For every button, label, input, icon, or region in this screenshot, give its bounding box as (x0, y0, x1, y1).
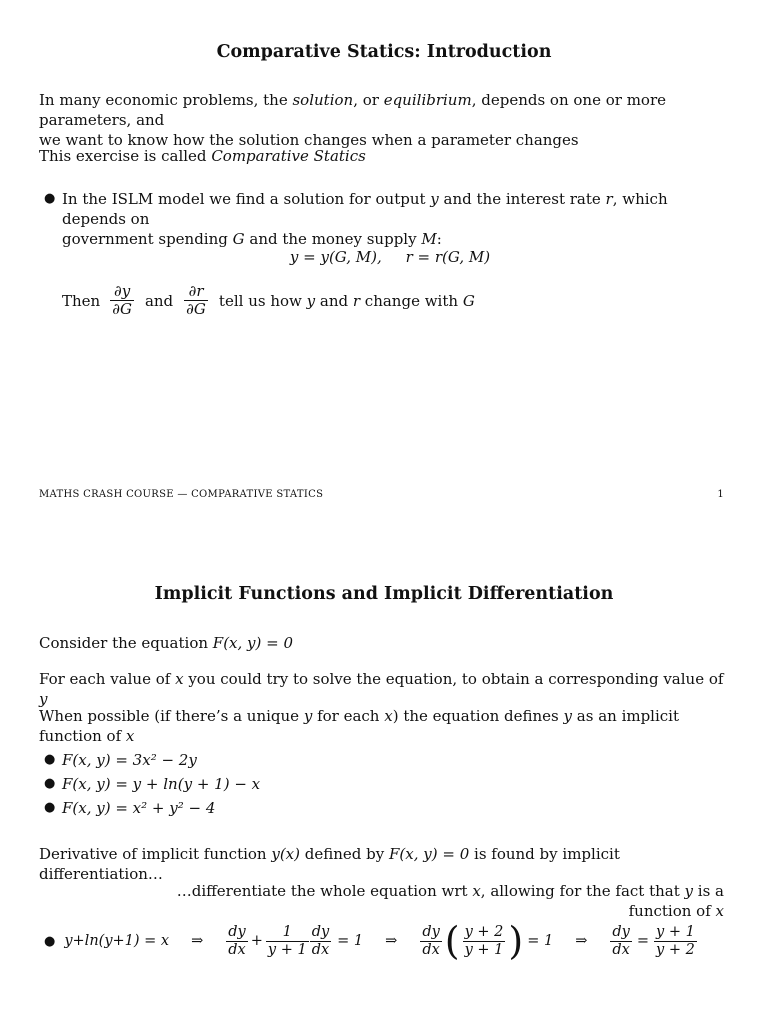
dx: dx (311, 941, 330, 958)
consider-paragraph (39, 633, 729, 653)
bullet-marker: ● (44, 191, 56, 206)
when-y: y (303, 707, 313, 725)
each-paragraph (39, 669, 729, 709)
when-c: ) the equation defines (392, 707, 564, 725)
example-item (44, 750, 662, 774)
y-plus-2: y + 2 (656, 941, 695, 958)
implies-arrow-3: ⇒ (575, 933, 588, 949)
each-y: y (39, 690, 48, 708)
islm-line2-a: government spending (62, 230, 233, 248)
implies-arrow-2: ⇒ (385, 933, 398, 949)
fraction-dr-dG (184, 283, 208, 318)
deriv-c: is found by implicit differentiation… (39, 845, 620, 883)
intro-text-a: In many economic problems, the (39, 91, 293, 109)
called-paragraph (39, 146, 729, 166)
fraction-dy-num: ∂y (110, 283, 134, 301)
islm-y: y (430, 190, 439, 208)
then-word: Then (62, 291, 101, 310)
fraction-dr-num: ∂r (184, 283, 208, 301)
fraction-dy-dx-2 (310, 924, 331, 959)
fraction-dy-dx-4 (610, 924, 631, 959)
called-text: This exercise is called (39, 147, 212, 165)
example-equation-2: F(x, y) = y + ln(y + 1) − x (62, 775, 261, 793)
fraction-result (654, 924, 697, 959)
islm-line2-c: : (436, 230, 442, 248)
diff-x: x (472, 882, 481, 900)
plus-sign: + (250, 933, 263, 949)
each-b: you could try to solve the equation, to obtain a corresponding value of (183, 670, 724, 688)
diff-y: y (684, 882, 694, 900)
intro-text-c: , depends on one or more parameters, and (39, 91, 666, 129)
fraction-y2-over-y1 (463, 924, 506, 959)
display-equation: y = y(G, M), r = r(G, M) (289, 248, 491, 266)
bullet-marker: ● (44, 800, 56, 815)
y-plus-2: y + 2 (464, 923, 504, 940)
when-x: x (384, 707, 393, 725)
equals-one: = 1 (337, 933, 364, 949)
equals-one: = 1 (527, 933, 554, 949)
tell-r: r (352, 291, 361, 310)
y-plus-1: y + 1 (656, 923, 695, 940)
when-paragraph (39, 706, 729, 746)
example-equation-1: F(x, y) = 3x² − 2y (62, 751, 197, 769)
each-a: For each value of (39, 670, 176, 688)
y-plus-1: y + 1 (464, 941, 504, 958)
islm-M: M (421, 230, 437, 248)
differentiate-paragraph (124, 881, 724, 921)
when-a: When possible (if there’s a unique (39, 707, 304, 725)
dx: dx (612, 941, 630, 958)
deriv-a: Derivative of implicit function (39, 845, 272, 863)
example-item (44, 774, 662, 798)
when-y2: y (563, 707, 573, 725)
tell-G: G (462, 291, 475, 310)
example-list (44, 750, 662, 822)
equals-sign: = (636, 933, 650, 949)
intro-equilibrium: equilibrium (383, 91, 472, 109)
fraction-one-over-y-plus-1 (266, 924, 309, 959)
intro-line2: we want to know how the solution changes when a parameter changes (39, 131, 579, 149)
fraction-dy-den: ∂G (112, 300, 132, 318)
tell-text (219, 292, 475, 310)
slide2-title: Implicit Functions and Implicit Differentiation (154, 584, 614, 604)
fraction-dy-dx-3 (420, 924, 441, 959)
consider-text: Consider the equation (39, 634, 213, 652)
then-line (62, 283, 475, 318)
islm-text-c: , which depends on (62, 190, 668, 228)
dy: dy (422, 923, 440, 940)
worked-lhs: y+ln(y+1) = x (64, 933, 170, 949)
intro-solution: solution (292, 91, 354, 109)
diff-a: …differentiate the whole equation wrt (176, 882, 473, 900)
left-paren: ( (444, 919, 460, 963)
implies-arrow-1: ⇒ (191, 933, 204, 949)
bullet-marker: ● (44, 776, 56, 791)
dx: dx (422, 941, 440, 958)
right-paren: ) (508, 919, 524, 963)
dy: dy (228, 923, 246, 940)
when-d: as an implicit function of (39, 707, 680, 745)
dx: dx (228, 941, 246, 958)
called-term: Comparative Statics (211, 147, 366, 165)
worked-example (44, 919, 700, 963)
deriv-equation: F(x, y) = 0 (389, 845, 470, 863)
fraction-dy-dx-1 (226, 924, 247, 959)
islm-text-b: and the interest rate (438, 190, 606, 208)
islm-bullet (44, 189, 724, 249)
y-plus-1: y + 1 (267, 941, 307, 958)
tell-c: change with (360, 291, 463, 310)
fraction-dy-dG (110, 283, 134, 318)
intro-paragraph (39, 90, 729, 150)
diff-b: , allowing for the fact that (480, 882, 685, 900)
when-x2: x (125, 727, 135, 745)
intro-text-b: , or (353, 91, 384, 109)
slide1-title: Comparative Statics: Introduction (216, 42, 552, 62)
each-x: x (175, 670, 184, 688)
derivative-paragraph (39, 844, 729, 884)
footer-left: MATHS CRASH COURSE — COMPARATIVE STATICS (39, 489, 324, 500)
bullet-marker: ● (44, 752, 56, 767)
islm-G: G (232, 230, 245, 248)
and-word: and (144, 291, 174, 310)
islm-text-a: In the ISLM model we find a solution for output (62, 190, 431, 208)
dy: dy (612, 923, 630, 940)
one: 1 (266, 924, 309, 942)
dy: dy (311, 923, 330, 940)
diff-x2: x (715, 902, 724, 920)
tell-y: y (306, 291, 316, 310)
islm-r: r (605, 190, 613, 208)
example-item (44, 798, 662, 822)
bullet-marker: ● (44, 933, 56, 949)
deriv-b: defined by (300, 845, 390, 863)
example-equation-3: F(x, y) = x² + y² − 4 (62, 799, 216, 817)
diff-c: is a function of (628, 882, 724, 920)
when-b: for each (312, 707, 385, 725)
tell-b: and (315, 291, 353, 310)
consider-equation: F(x, y) = 0 (212, 634, 294, 652)
footer-page-number: 1 (717, 489, 724, 500)
deriv-yx: y(x) (271, 845, 300, 863)
tell-a: tell us how (218, 291, 307, 310)
islm-line2-b: and the money supply (244, 230, 422, 248)
fraction-dr-den: ∂G (186, 300, 206, 318)
